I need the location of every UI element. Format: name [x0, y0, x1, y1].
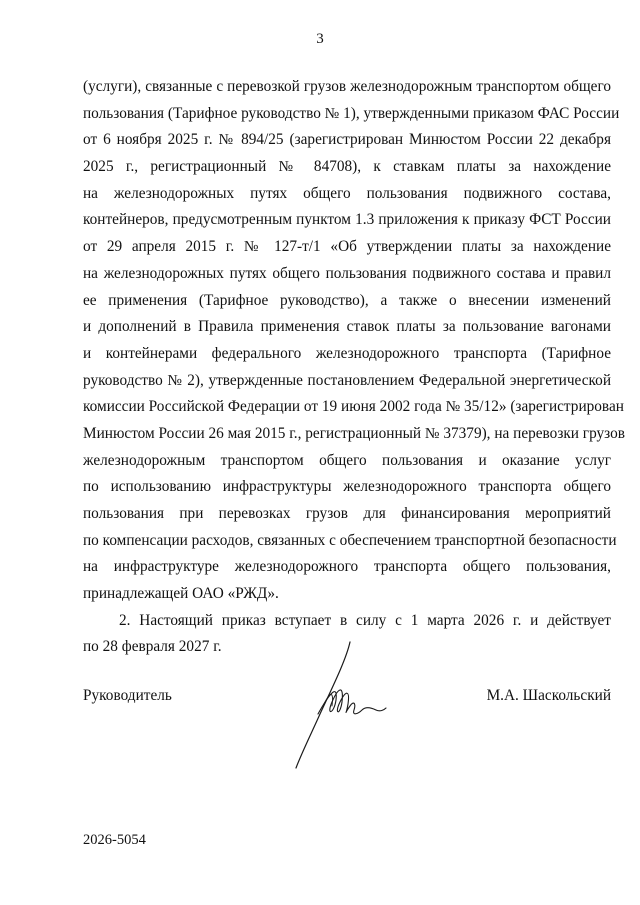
clause-line: 2. Настоящий приказ вступает в силу с 1 марта 2026 г. и действует [119, 611, 611, 629]
body-line: контейнеров, предусмотренным пунктом 1.3 приложения к приказу ФСТ России [83, 211, 611, 229]
body-line: на железнодорожных путях общего пользования подвижного состава, [83, 184, 611, 202]
body-line: пользования (Тарифное руководство № 1), утвержденными приказом ФАС России [83, 104, 620, 122]
body-line: комиссии Российской Федерации от 19 июня 2002 года № 35/12» (зарегистрирован [83, 398, 624, 416]
body-line: руководство № 2), утвержденные постановлением Федеральной энергетической [83, 371, 611, 389]
body-line: и дополнений в Правила применения ставок платы за пользование вагонами [83, 318, 611, 336]
body-line: по использованию инфраструктуры железнодорожного транспорта общего [83, 478, 611, 496]
document-body [83, 74, 625, 661]
page-number: 3 [316, 31, 324, 47]
body-line: ее применения (Тарифное руководство), а также о внесении изменений [83, 291, 611, 309]
body-line: на железнодорожных путях общего пользования подвижного состава и правил [83, 264, 611, 282]
body-line: и контейнерами федерального железнодорожного транспорта (Тарифное [83, 344, 611, 362]
body-line: 2025 г., регистрационный № 84708), к ставкам платы за нахождение [83, 158, 611, 176]
body-line: пользования при перевозках грузов для финансирования мероприятий [83, 505, 611, 522]
body-line: от 29 апреля 2015 г. № 127-т/1 «Об утверждении платы за нахождение [83, 238, 611, 256]
body-line: от 6 ноября 2025 г. № 894/25 (зарегистрирован Минюстом России 22 декабря [83, 131, 611, 149]
body-line: по компенсации расходов, связанных с обеспечением транспортной безопасности [83, 531, 617, 549]
clause-line: по 28 февраля 2027 г. [83, 638, 222, 656]
signatory-title: Руководитель [83, 687, 172, 704]
body-line: железнодорожным транспортом общего пользования и оказание услуг [83, 451, 611, 469]
document-code: 2026-5054 [83, 832, 146, 848]
body-line: на инфраструктуре железнодорожного транспорта общего пользования, [83, 558, 611, 576]
body-line: Минюстом России 26 мая 2015 г., регистрационный № 37379), на перевозки грузов [83, 424, 625, 442]
signatory-name: М.А. Шаскольский [486, 687, 611, 704]
body-line: принадлежащей ОАО «РЖД». [83, 585, 279, 603]
handwritten-signature [288, 640, 388, 772]
body-line: (услуги), связанные с перевозкой грузов железнодорожным транспортом общего [83, 78, 611, 95]
